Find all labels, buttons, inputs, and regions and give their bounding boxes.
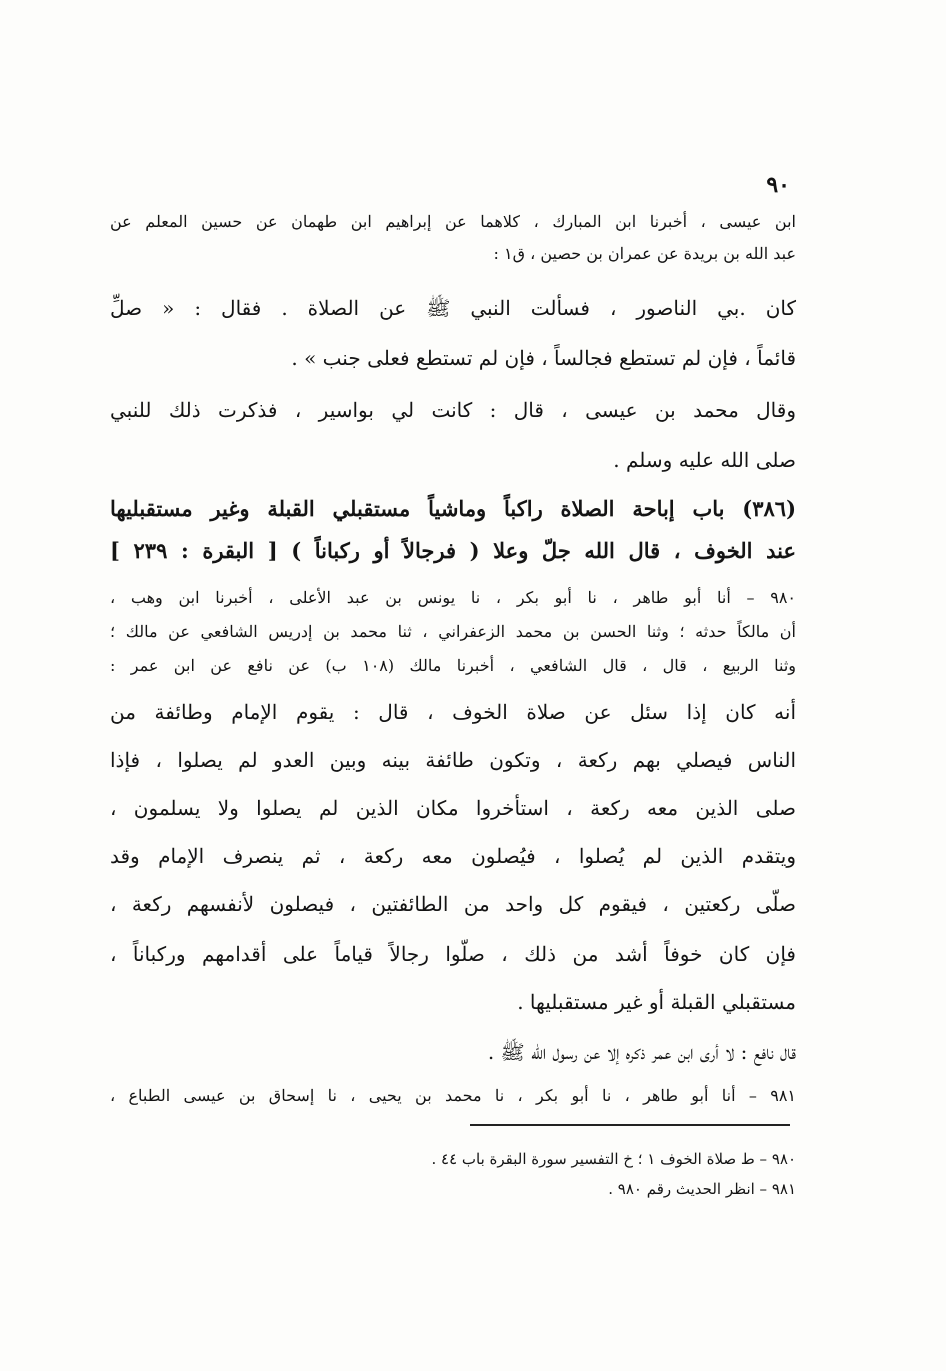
text-line: ٩٨٠ – أنا أبو طاهر ، نا أبو بكر ، نا يونس بن عبد الأعلى ، أخبرنا ابن وهب ،	[110, 588, 796, 607]
text-line: قائماً ، فإن لم تستطع فجالساً ، فإن لم تستطع فعلى جنب » .	[291, 346, 796, 370]
text-line: أن مالكاً حدثه ؛ وثنا الحسن بن محمد الزعفراني ، ثنا محمد بن إدريس الشافعي عن مالك ؛	[110, 622, 796, 641]
text-line: صلّى ركعتين ، فيقوم كل واحد من الطائفتين ، فيصلون لأنفسهم ركعة ،	[110, 892, 796, 916]
text-line: فإن كان خوفاً أشد من ذلك ، صلّوا رجالاً قياماً على أقدامهم وركباناً ،	[110, 942, 796, 966]
text-line: وثنا الربيع ، قال ، قال الشافعي ، أخبرنا مالك (١٠٨ ب) عن نافع عن ابن عمر :	[110, 656, 796, 675]
chapter-heading-line: عند الخوف ، قال الله جلّ وعلا ( فرجالاً أو ركباناً ) [ البقرة : ٢٣٩ ]	[110, 538, 796, 563]
text-line: صلى الله عليه وسلم .	[613, 448, 796, 472]
text-line: أنه كان إذا سئل عن صلاة الخوف ، قال : يقوم الإمام وطائفة من	[110, 700, 796, 724]
text-line: وقال محمد بن عيسى ، قال : كانت لي بواسير ، فذكرت ذلك للنبي	[110, 398, 796, 422]
text-line: مستقبلي القبلة أو غير مستقبليها .	[517, 990, 796, 1014]
footnote-line: ٩٨٠ – ط صلاة الخوف ١ ؛ خ التفسير سورة البقرة باب ٤٤ .	[431, 1150, 796, 1168]
text-line: كان .بي الناصور ، فسألت النبي ﷺ عن الصلاة . فقال : « صلِّ	[110, 296, 796, 320]
page-number: ٩٠	[766, 172, 790, 198]
text-line: الناس فيصلي بهم ركعة ، وتكون طائفة بينه وبين العدو لم يصلوا ، فإذا	[110, 748, 796, 772]
text-line: عبد الله بن بريدة عن عمران بن حصين ، ق١ :	[493, 244, 796, 263]
footnote-line: ٩٨١ – انظر الحديث رقم ٩٨٠ .	[608, 1180, 796, 1198]
chapter-heading-line: (٣٨٦) باب إباحة الصلاة راكباً وماشياً مستقبلي القبلة وغير مستقبليها	[110, 496, 796, 521]
footnote-divider	[470, 1124, 790, 1126]
text-line: صلى الذين معه ركعة ، استأخروا مكان الذين لم يصلوا ولا يسلمون ،	[110, 796, 796, 820]
text-line: ويتقدم الذين لم يُصلوا ، فيُصلون معه ركعة ، ثم ينصرف الإمام وقد	[110, 844, 796, 868]
text-line: ابن عيسى ، أخبرنا ابن المبارك ، كلاهما عن إبراهيم ابن طهمان عن حسين المعلم عن	[110, 212, 796, 231]
text-line: ٩٨١ – أنا أبو طاهر ، نا أبو بكر ، نا محمد بن يحيى ، نا إسحاق بن عيسى الطباع ،	[110, 1086, 797, 1105]
text-line: قال نافع : لا أرى ابن عمر ذكره إلا عن رسول الله ﷺ .	[487, 1040, 796, 1064]
